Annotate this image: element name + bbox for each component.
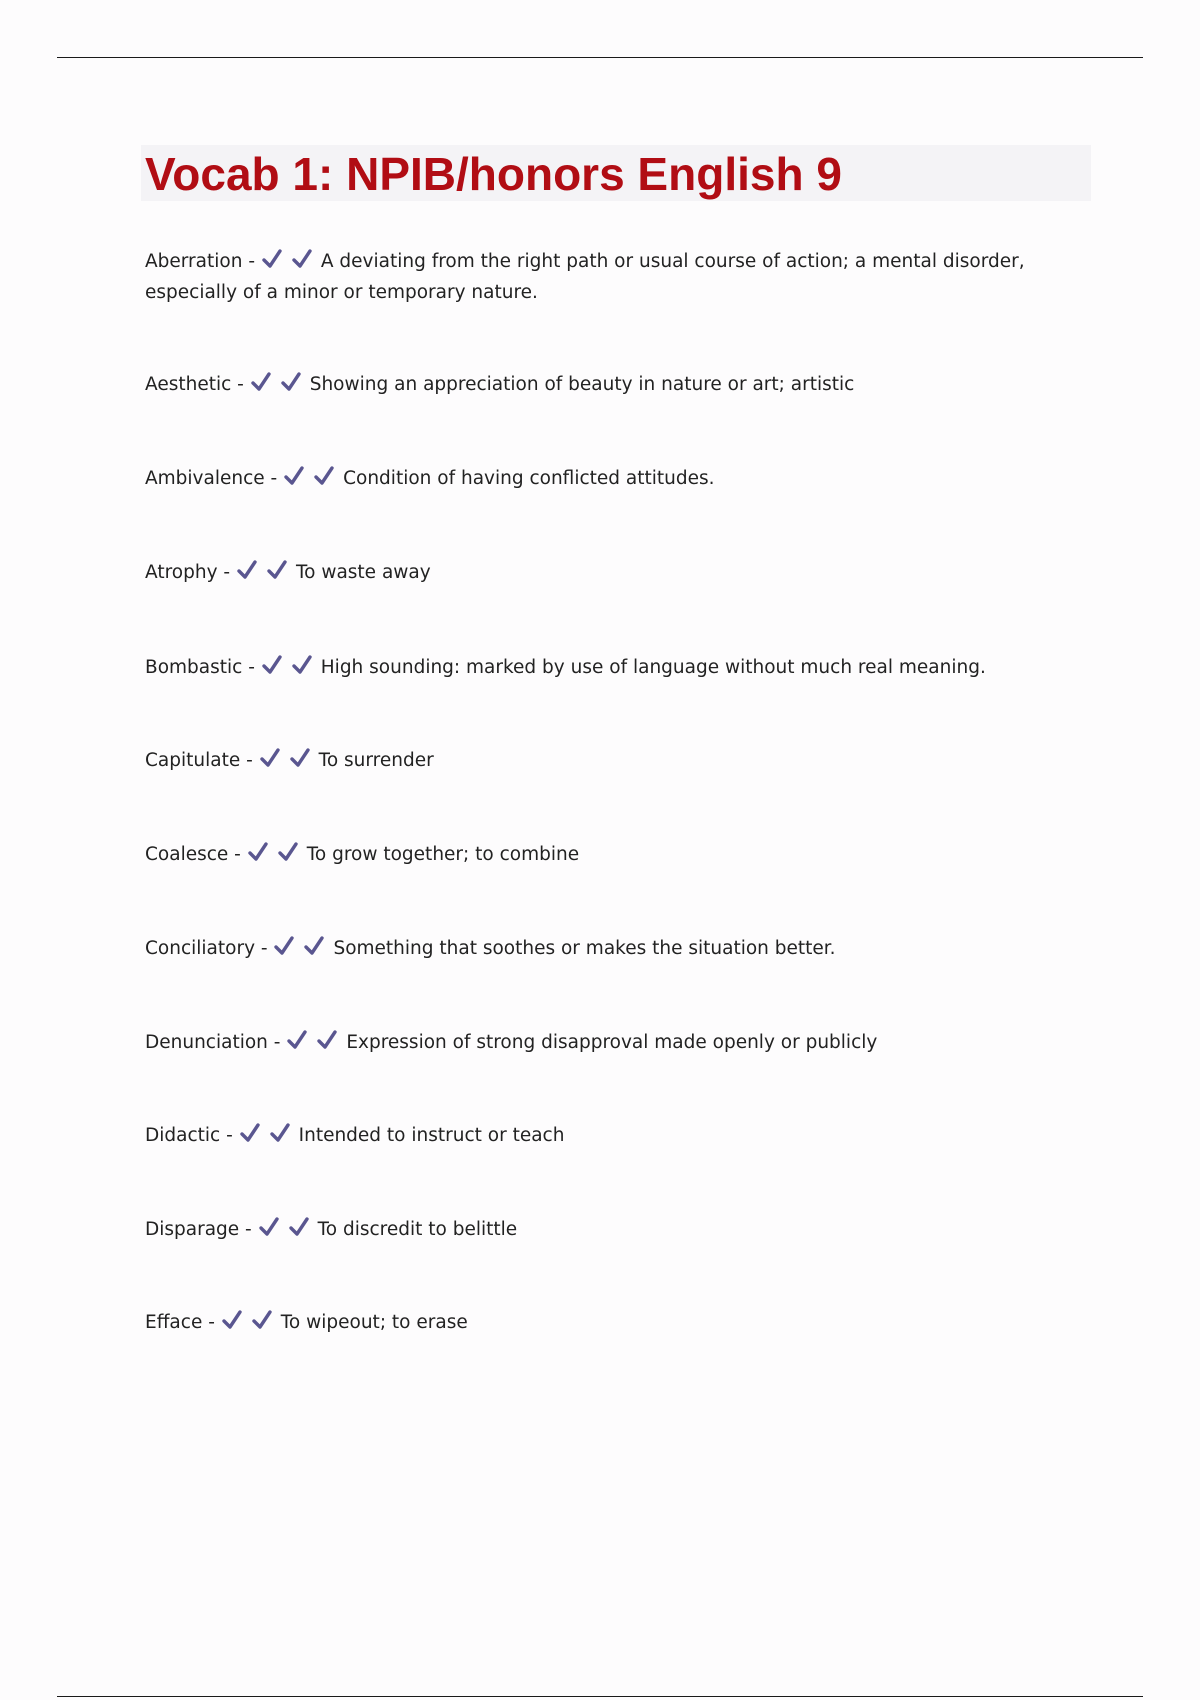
- checkmark-icon: [259, 747, 281, 769]
- vocab-term: Ambivalence: [145, 468, 265, 489]
- checkmark-icon: [239, 1122, 261, 1144]
- vocab-definition: To grow together; to combine: [306, 844, 580, 865]
- vocab-definition: To waste away: [295, 562, 431, 583]
- vocab-entry: [145, 1307, 1025, 1338]
- vocab-entry: [145, 1214, 1025, 1245]
- term-separator: -: [202, 1312, 221, 1333]
- vocab-entry: [145, 1120, 1025, 1151]
- term-separator: -: [220, 1125, 239, 1146]
- checkmark-icon: [288, 1216, 310, 1238]
- checkmark-icon: [277, 841, 299, 863]
- vocab-definition: Intended to instruct or teach: [298, 1125, 565, 1146]
- checkmark-icon: [269, 1122, 291, 1144]
- checkmark-icon: [258, 1216, 280, 1238]
- vocab-entry: [145, 463, 1025, 494]
- vocab-entry: [145, 369, 1025, 400]
- vocab-definition: To surrender: [318, 750, 434, 771]
- vocab-definition: Expression of strong disapproval made openly or publicly: [346, 1032, 878, 1053]
- checkmark-icon: [316, 1029, 338, 1051]
- vocab-entry: [145, 652, 1025, 683]
- term-separator: -: [242, 251, 261, 272]
- vocab-definition: Something that soothes or makes the situation better.: [333, 938, 836, 959]
- vocab-term: Conciliatory: [145, 938, 256, 959]
- top-rule: [57, 57, 1143, 58]
- vocab-entry: [145, 839, 1025, 870]
- document-title: Vocab 1: NPIB/honors English 9: [145, 148, 842, 200]
- vocab-definition: To discredit to belittle: [317, 1219, 518, 1240]
- term-separator: -: [217, 562, 236, 583]
- checkmark-icon: [291, 654, 313, 676]
- term-separator: -: [240, 750, 259, 771]
- term-separator: -: [231, 374, 250, 395]
- vocab-term: Aesthetic: [145, 374, 232, 395]
- vocab-term: Disparage: [145, 1219, 240, 1240]
- vocab-entry: [145, 1027, 1025, 1058]
- vocab-term: Atrophy: [145, 562, 218, 583]
- vocab-term: Efface: [145, 1312, 203, 1333]
- term-separator: -: [264, 468, 284, 489]
- vocab-definition: Showing an appreciation of beauty in nature or art; artistic: [309, 374, 855, 395]
- checkmark-icon: [289, 747, 311, 769]
- vocab-entry: [145, 933, 1025, 964]
- checkmark-icon: [280, 371, 302, 393]
- vocab-definition: A deviating from the right path or usual course of action; a mental disorder, especially of a minor or temporary nature.: [145, 251, 1025, 303]
- checkmark-icon: [261, 654, 283, 676]
- checkmark-icon: [313, 465, 335, 487]
- checkmark-icon: [247, 841, 269, 863]
- checkmark-icon: [250, 371, 272, 393]
- vocab-entry: [145, 745, 1025, 776]
- checkmark-icon: [266, 559, 288, 581]
- checkmark-icon: [261, 248, 283, 270]
- bottom-rule: [57, 1696, 1143, 1697]
- checkmark-icon: [286, 1029, 308, 1051]
- vocab-entry: [145, 557, 1025, 588]
- vocab-term: Capitulate: [145, 750, 241, 771]
- vocab-entry: [145, 246, 1025, 308]
- checkmark-icon: [236, 559, 258, 581]
- vocab-term: Coalesce: [145, 844, 229, 865]
- checkmark-icon: [251, 1309, 273, 1331]
- term-separator: -: [255, 938, 274, 959]
- vocab-definition: Condition of having conflicted attitudes.: [343, 468, 715, 489]
- term-separator: -: [242, 657, 261, 678]
- term-separator: -: [267, 1032, 287, 1053]
- vocab-definition: High sounding: marked by use of language without much real meaning.: [320, 657, 986, 678]
- vocab-definition: To wipeout; to erase: [280, 1312, 468, 1333]
- checkmark-icon: [291, 248, 313, 270]
- vocab-term: Bombastic: [145, 657, 243, 678]
- term-separator: -: [228, 844, 247, 865]
- vocab-term: Aberration: [145, 251, 243, 272]
- checkmark-icon: [221, 1309, 243, 1331]
- vocab-term: Didactic: [145, 1125, 221, 1146]
- vocab-term: Denunciation: [145, 1032, 268, 1053]
- term-separator: -: [239, 1219, 258, 1240]
- checkmark-icon: [273, 935, 295, 957]
- checkmark-icon: [303, 935, 325, 957]
- checkmark-icon: [283, 465, 305, 487]
